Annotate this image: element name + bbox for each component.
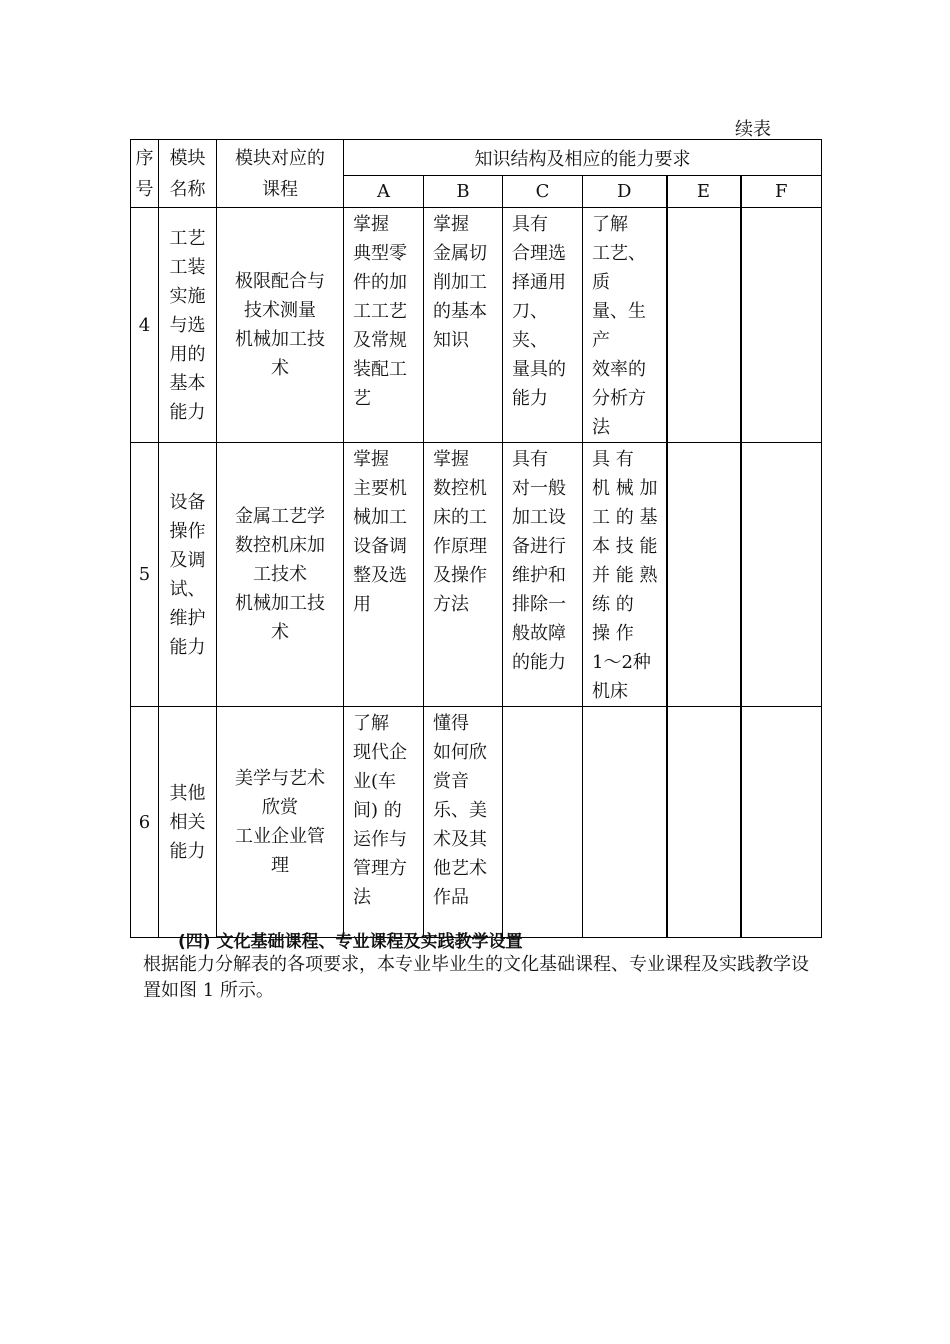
header-courses: 模块对应的课程 <box>217 140 344 208</box>
row-ability-f <box>741 208 822 443</box>
row-courses: 美学与艺术 欣赏 工业企业管 理 <box>217 707 344 938</box>
header-col-b: B <box>424 176 503 208</box>
header-col-e: E <box>667 176 741 208</box>
row-ability-d: 具 有 机 械 加 工 的 基 本 技 能 并 能 熟 练 的 操 作 1～2种 机床 <box>583 443 667 707</box>
header-col-d: D <box>583 176 667 208</box>
row-ability-d <box>583 707 667 938</box>
row-module-name: 设备 操作 及调 试、 维护 能力 <box>159 443 217 707</box>
header-knowledge: 知识结构及相应的能力要求 <box>344 140 822 176</box>
ability-breakdown-table <box>130 139 822 938</box>
header-col-c: C <box>503 176 583 208</box>
row-ability-c: 具有 合理选 择通用 刀、夹、 量具的 能力 <box>503 208 583 443</box>
row-ability-a: 了解 现代企 业(车 间) 的 运作与 管理方 法 <box>344 707 424 938</box>
row-ability-b: 掌握 数控机 床的工 作原理 及操作 方法 <box>424 443 503 707</box>
row-module-name: 其他 相关 能力 <box>159 707 217 938</box>
row-ability-a: 掌握 典型零 件的加 工工艺 及常规 装配工 艺 <box>344 208 424 443</box>
row-seq: 5 <box>131 443 159 707</box>
table-row <box>131 443 822 707</box>
row-module-name: 工艺 工装 实施 与选 用的 基本 能力 <box>159 208 217 443</box>
row-seq: 4 <box>131 208 159 443</box>
row-ability-b: 懂得 如何欣 赏音 乐、美 术及其 他艺术 作品 <box>424 707 503 938</box>
table-row <box>131 208 822 443</box>
row-seq: 6 <box>131 707 159 938</box>
row-ability-e <box>667 208 741 443</box>
table-row <box>131 707 822 938</box>
section-heading: (四) 文化基础课程、专业课程及实践教学设置 <box>178 932 523 952</box>
row-ability-f <box>741 443 822 707</box>
body-paragraph: 根据能力分解表的各项要求，本专业毕业生的文化基础课程、专业课程及实践教学设置如图 1 所示。 <box>143 954 809 1001</box>
row-ability-a: 掌握 主要机 械加工 设备调 整及选 用 <box>344 443 424 707</box>
header-col-a: A <box>344 176 424 208</box>
row-courses: 金属工艺学 数控机床加 工技术 机械加工技 术 <box>217 443 344 707</box>
header-col-f: F <box>741 176 822 208</box>
continued-table-label: 续表 <box>735 119 771 140</box>
row-ability-e <box>667 443 741 707</box>
header-seq: 序号 <box>131 140 159 208</box>
row-ability-c: 具有 对一般 加工设 备进行 维护和 排除一 般故障 的能力 <box>503 443 583 707</box>
row-ability-d: 了解 工艺、质 量、生产 效率的 分析方 法 <box>583 208 667 443</box>
row-courses: 极限配合与 技术测量 机械加工技 术 <box>217 208 344 443</box>
row-ability-e <box>667 707 741 938</box>
row-ability-f <box>741 707 822 938</box>
header-module-name: 模块名称 <box>159 140 217 208</box>
row-ability-b: 掌握 金属切 削加工 的基本 知识 <box>424 208 503 443</box>
row-ability-c <box>503 707 583 938</box>
